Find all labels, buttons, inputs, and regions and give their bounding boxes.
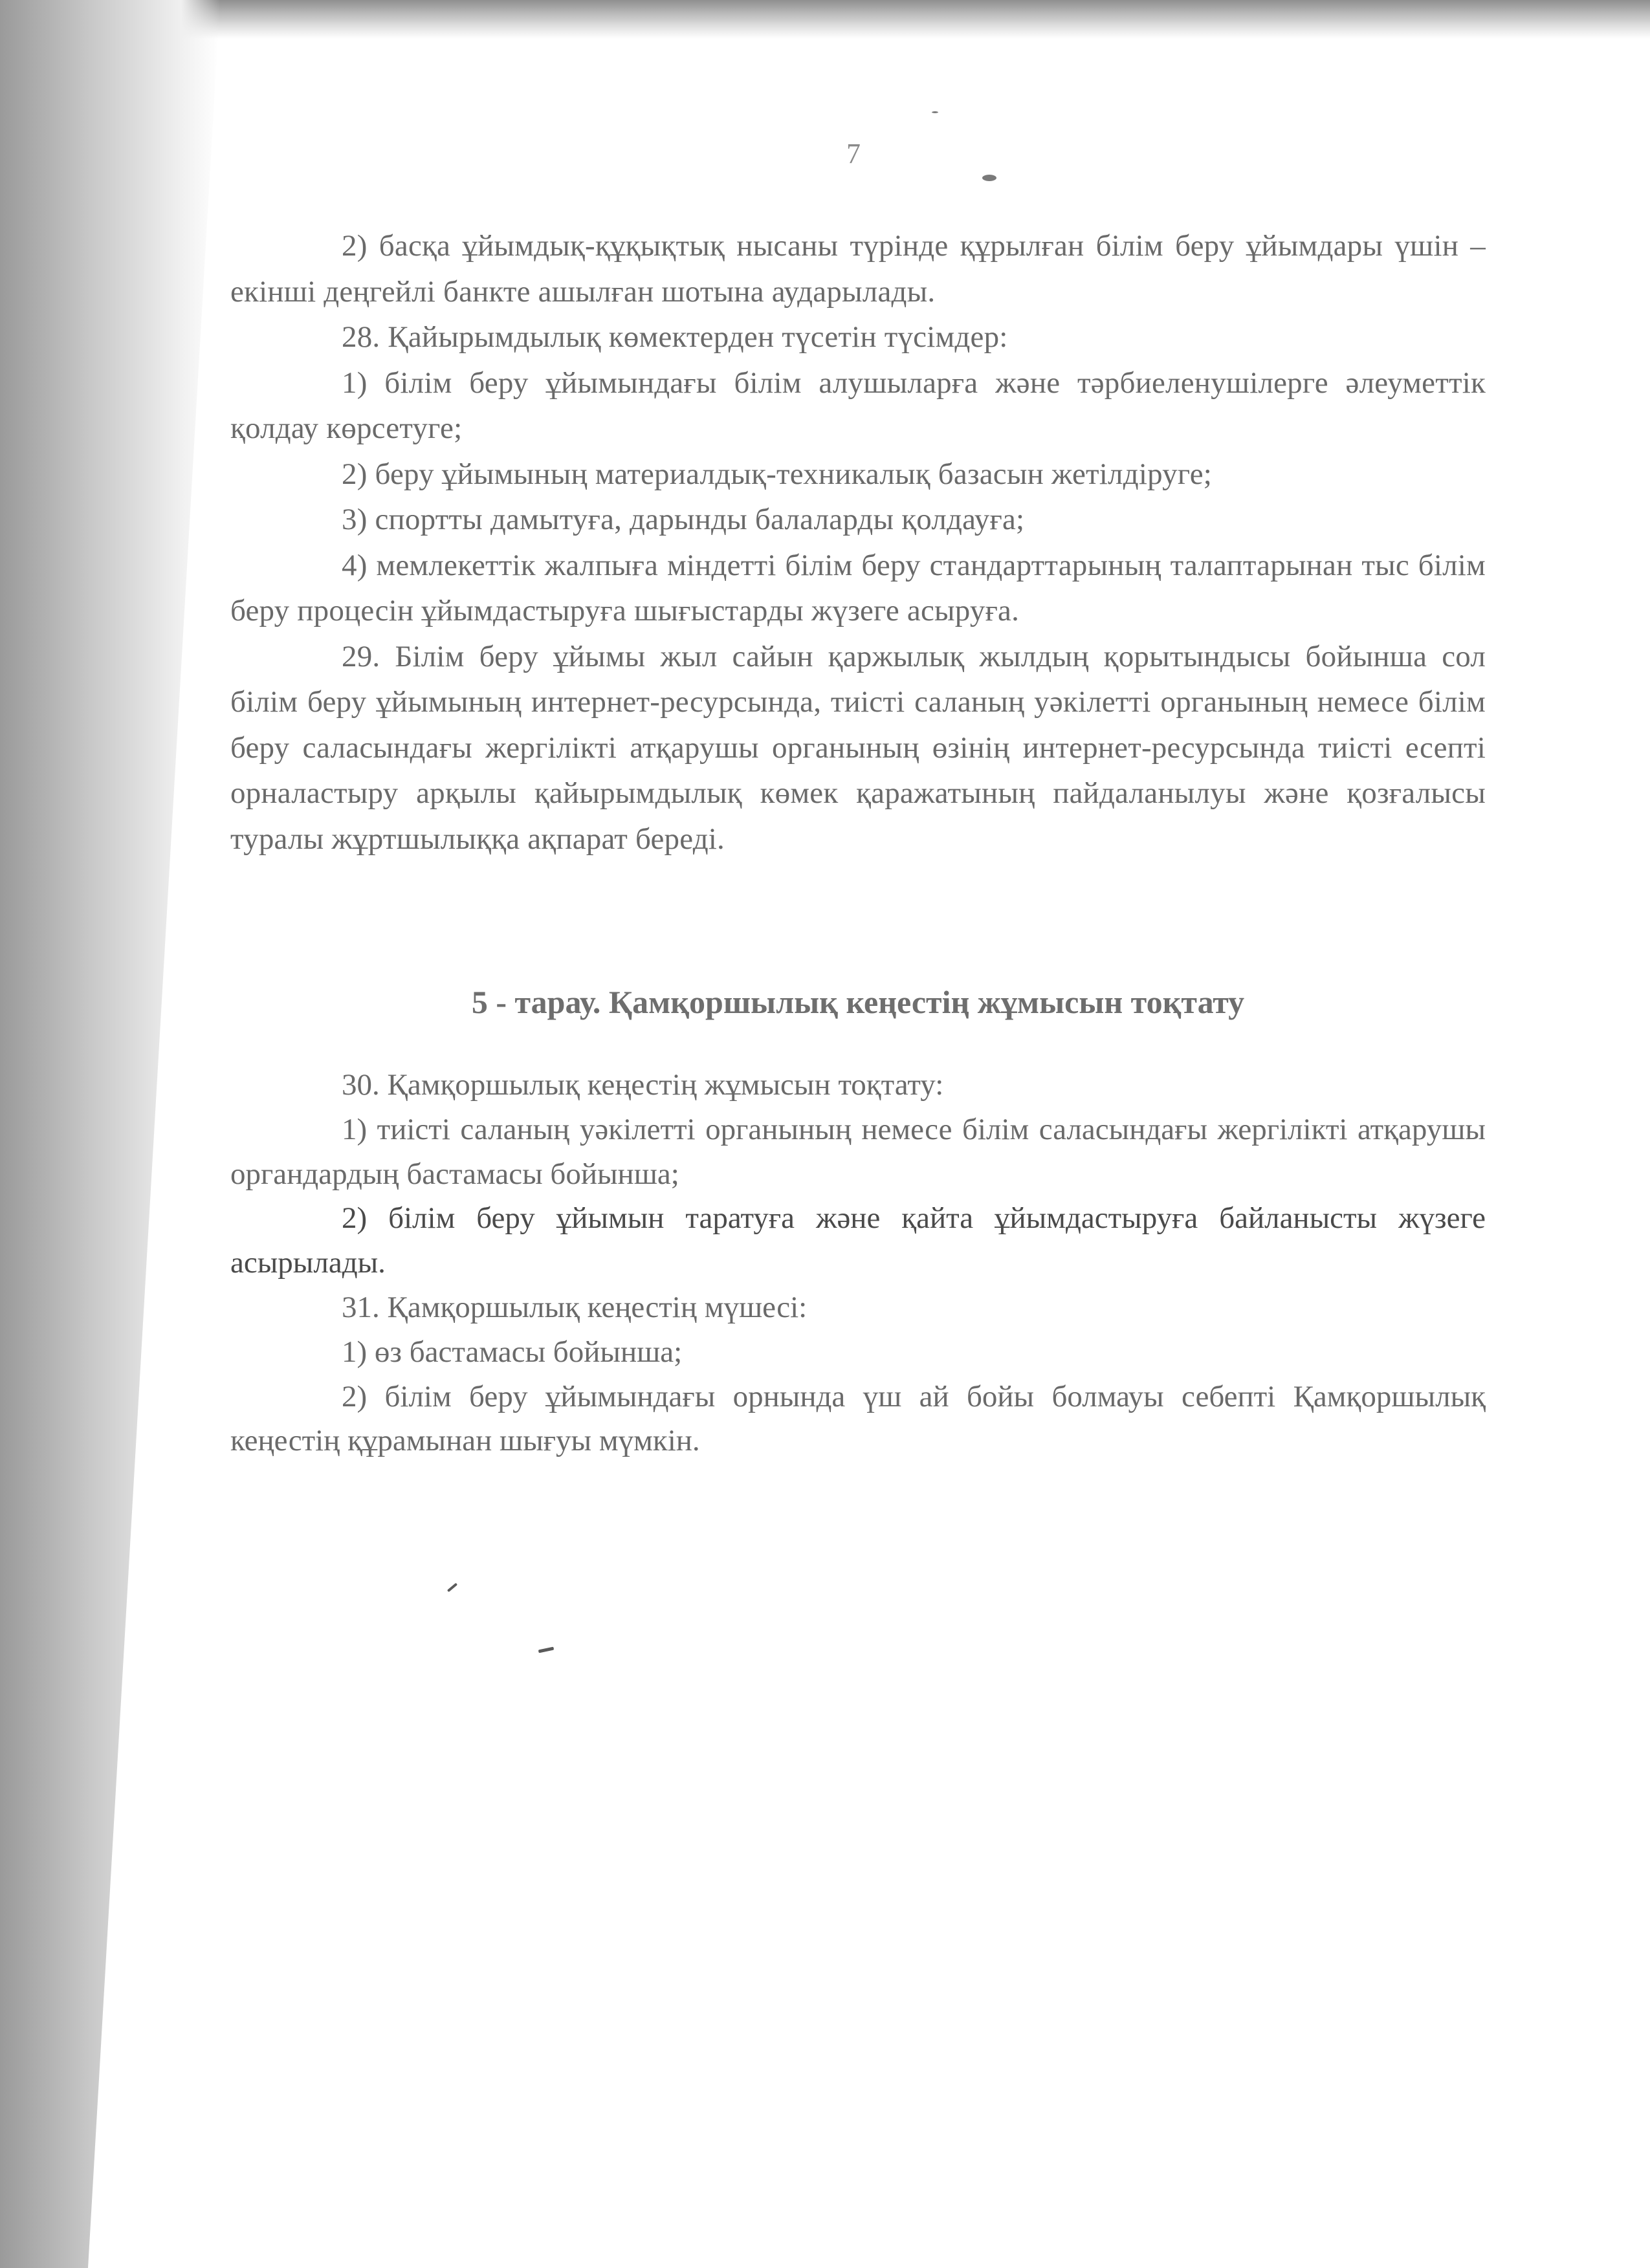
paragraph: 29. Білім беру ұйымы жыл сайын қаржылық жылдың қорытындысы бойынша сол білім беру ұйымының интернет-ресурсында, тиісті саланың уәкілетті органының немесе білім беру саласындағы жергілікті атқарушы органының өзінің интернет-ресурсында тиісті есепті орналастыру арқылы қайырымдылық көмек қаражатының пайдаланылуы және қозғалысы туралы жұртшылыққа ақпарат береді. [230, 639, 1486, 856]
paragraph: 2) білім беру ұйымын таратуға және қайта ұйымдастыруға байланысты жүзеге асырылады. [230, 1201, 1486, 1280]
page-number: 7 [846, 138, 861, 169]
paragraph: 1) тиісті саланың уәкілетті органының немесе білім саласындағы жергілікті атқарушы органдардың бастамасы бойынша; [230, 1112, 1486, 1191]
paragraph: 1) өз бастамасы бойынша; [342, 1335, 683, 1369]
body-text-bottom [230, 1063, 1486, 1463]
scan-speck [932, 111, 938, 113]
pen-mark [447, 1583, 457, 1593]
scan-speck [982, 175, 996, 181]
paragraph: 1) білім беру ұйымындағы білім алушыларға және тәрбиеленушілерге әлеуметтік қолдау көрсетуге; [230, 365, 1486, 445]
paragraph: 3) спортты дамытуға, дарынды балаларды қолдауға; [342, 503, 1025, 536]
section-heading: 5 - тарау. Қамқоршылық кеңестің жұмысын тоқтату [471, 984, 1245, 1020]
paragraph: 28. Қайырымдылық көмектерден түсетін түсімдер: [342, 320, 1008, 354]
paragraph: 4) мемлекеттік жалпыға міндетті білім беру стандарттарының талаптарынан тыс білім беру процесін ұйымдастыруға шығыстарды жүзеге асыруға. [230, 548, 1486, 627]
paragraph: 2) беру ұйымының материалдық-техникалық базасын жетілдіруге; [342, 457, 1213, 491]
paragraph: 2) басқа ұйымдық-құқықтық нысаны түрінде құрылған білім беру ұйымдары үшін – екінші деңгейлі банкте ашылған шотына аударылады. [230, 229, 1486, 309]
paragraph: 30. Қамқоршылық кеңестің жұмысын тоқтату: [342, 1068, 944, 1102]
scan-shadow-top [0, 0, 1650, 39]
body-text-top [230, 223, 1486, 862]
pen-mark [538, 1647, 555, 1653]
paragraph: 2) білім беру ұйымындағы орнында үш ай бойы болмауы себепті Қамқоршылық кеңестің құрамынан шығуы мүмкін. [230, 1379, 1486, 1458]
paragraph: 31. Қамқоршылық кеңестің мүшесі: [342, 1290, 808, 1324]
scan-shadow-left [0, 0, 220, 2268]
